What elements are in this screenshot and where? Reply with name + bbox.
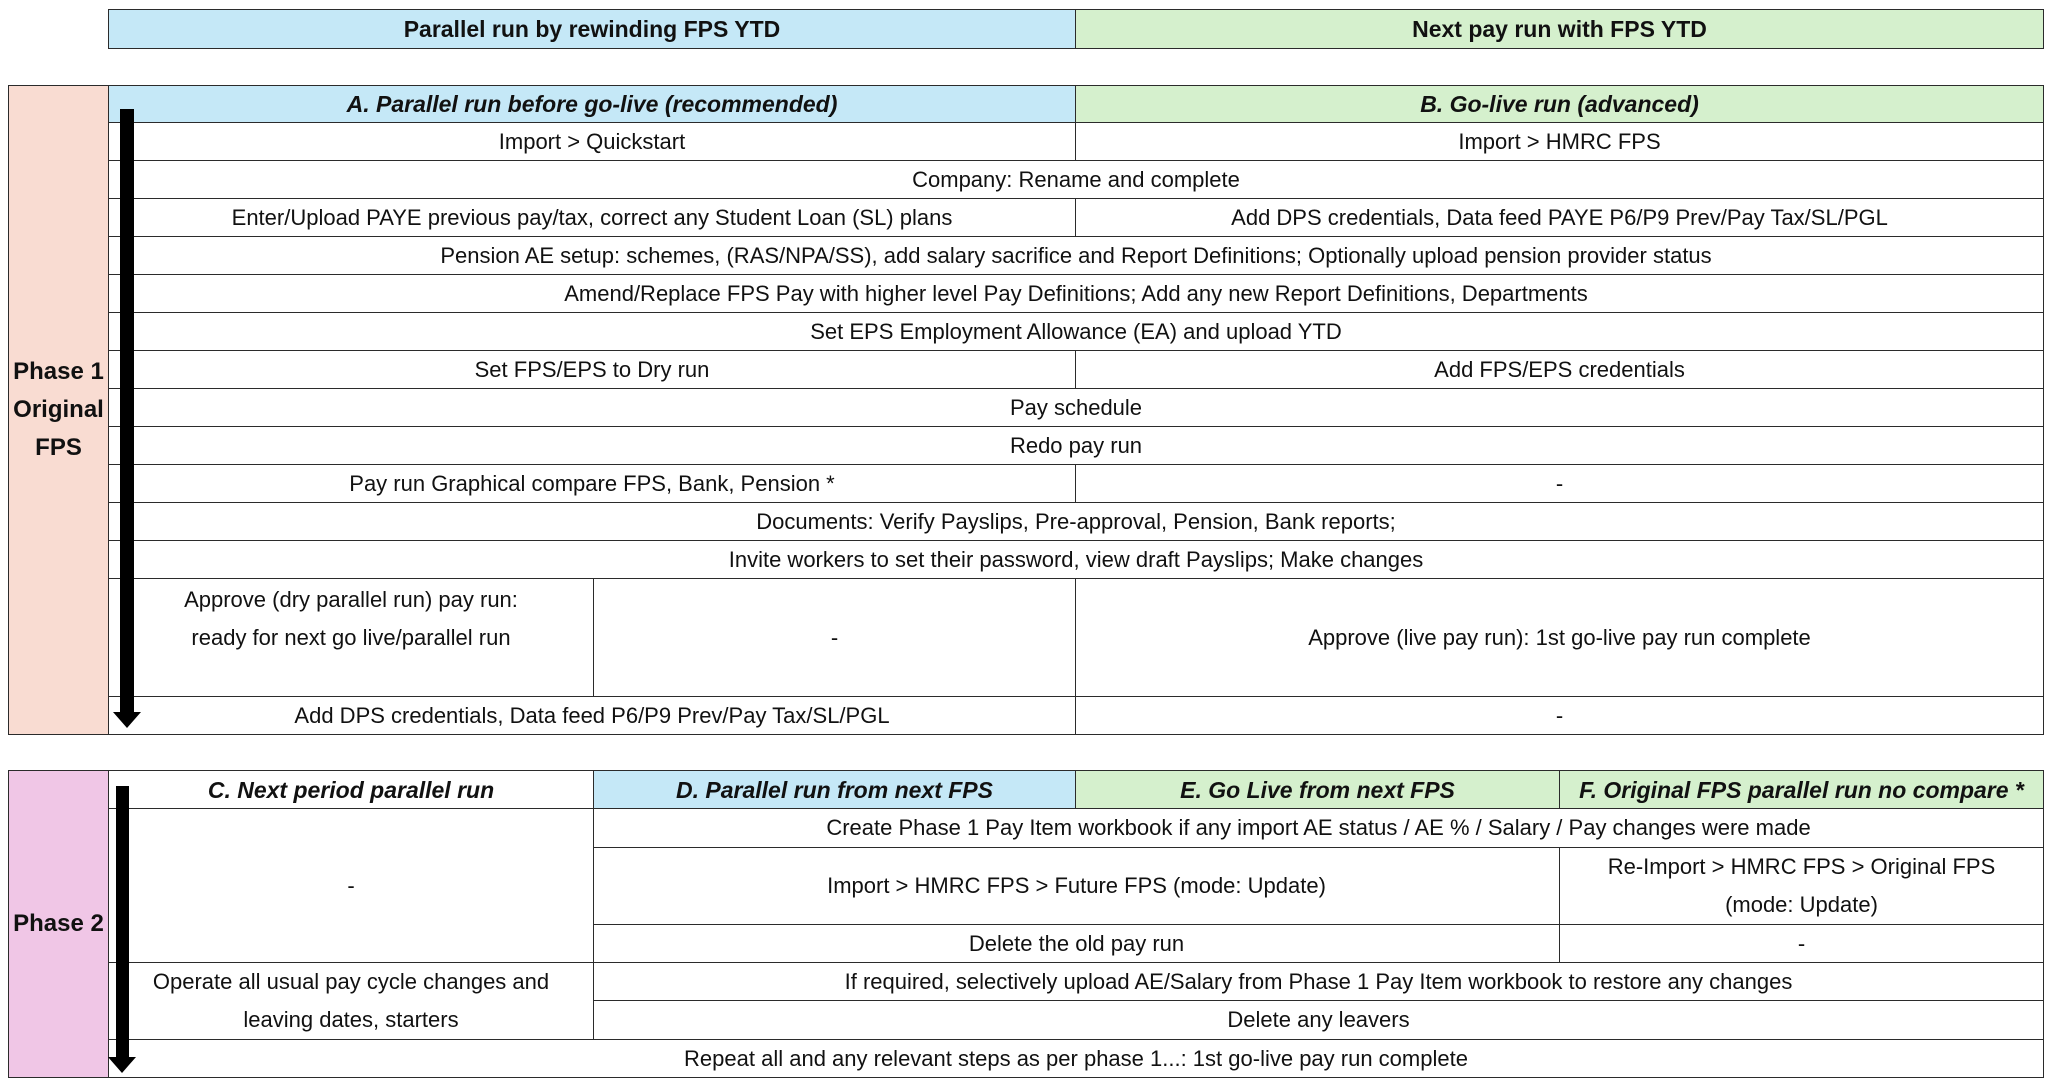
p2-row2-de-text: Import > HMRC FPS > Future FPS (mode: Update) xyxy=(827,873,1326,898)
p2-row2-f-line2: (mode: Update) xyxy=(1725,892,1878,917)
p2-row3-f-text: - xyxy=(1797,930,1806,956)
phase2-label: Phase 2 xyxy=(13,910,104,937)
p1-row11-span xyxy=(108,502,2044,541)
p1-row14-b-text: - xyxy=(1555,702,1564,728)
p2-c-bottom-line2: leaving dates, starters xyxy=(243,1007,459,1032)
col-c-header-label: C. Next period parallel run xyxy=(207,776,495,803)
p1-row6-span xyxy=(108,312,2044,351)
p1-row1-b xyxy=(1075,122,2044,161)
p1-row14-b xyxy=(1075,696,2044,735)
p1-row11-text: Documents: Verify Payslips, Pre-approval, Pension, Bank reports; xyxy=(756,508,1396,534)
p1-row9-text: Redo pay run xyxy=(1009,432,1143,458)
col-b-header xyxy=(1075,85,2044,123)
p1-row13-b-text: Approve (live pay run): 1st go-live pay run complete xyxy=(1308,624,1811,650)
col-e-header xyxy=(1075,770,1560,809)
top-header-next-pay-run-label: Next pay run with FPS YTD xyxy=(1412,16,1707,42)
p1-row5-text: Amend/Replace FPS Pay with higher level Pay Definitions; Add any new Report Definitions, Departments xyxy=(564,280,1588,306)
p1-row13-a1 xyxy=(108,578,594,697)
p1-row3-b xyxy=(1075,198,2044,237)
p2-row5-def xyxy=(593,1000,2044,1040)
p2-row1-def xyxy=(593,808,2044,848)
p2-row2-f xyxy=(1559,847,2044,925)
p1-row7-a-text: Set FPS/EPS to Dry run xyxy=(474,356,710,382)
phase1-label-band xyxy=(8,85,109,735)
col-c-header xyxy=(108,770,594,809)
col-e-header-label: E. Go Live from next FPS xyxy=(1180,776,1455,803)
col-f-header xyxy=(1559,770,2044,809)
col-a-header-label: A. Parallel run before go-live (recommended) xyxy=(346,91,838,117)
p1-row14-a-text: Add DPS credentials, Data feed P6/P9 Prev/Pay Tax/SL/PGL xyxy=(294,702,890,728)
p1-row13-a2 xyxy=(593,578,1076,697)
p1-row3-b-text: Add DPS credentials, Data feed PAYE P6/P9 Prev/Pay Tax/SL/PGL xyxy=(1231,204,1888,230)
col-f-header-label: F. Original FPS parallel run no compare * xyxy=(1579,776,2024,803)
p1-row12-text: Invite workers to set their password, view draft Payslips; Make changes xyxy=(728,546,1424,572)
p1-row13-a1-line1: Approve (dry parallel run) pay run: xyxy=(184,587,518,612)
phase1-label-line1: Phase 1 xyxy=(13,358,104,385)
p1-row2-span xyxy=(108,160,2044,199)
p1-row2-text: Company: Rename and complete xyxy=(912,166,1240,192)
p2-row1-text: Create Phase 1 Pay Item workbook if any import AE status / AE % / Salary / Pay changes were made xyxy=(826,815,1811,840)
p1-row3-a xyxy=(108,198,1076,237)
p1-row1-b-text: Import > HMRC FPS xyxy=(1458,128,1661,154)
p2-c-bottom-line1: Operate all usual pay cycle changes and xyxy=(152,969,550,994)
p1-row10-a-text: Pay run Graphical compare FPS, Bank, Pension * xyxy=(349,470,835,496)
p1-row6-text: Set EPS Employment Allowance (EA) and upload YTD xyxy=(810,318,1342,344)
p1-row7-b-text: Add FPS/EPS credentials xyxy=(1434,356,1685,382)
p1-row4-text: Pension AE setup: schemes, (RAS/NPA/SS), add salary sacrifice and Report Definitions; Optionally upload pension provider status xyxy=(440,242,1712,268)
p1-row1-a-text: Import > Quickstart xyxy=(498,128,686,154)
p1-row13-b xyxy=(1075,578,2044,697)
p2-c-bottom xyxy=(108,962,594,1040)
p1-row10-b-text: - xyxy=(1555,470,1564,496)
p2-row2-de xyxy=(593,847,1560,925)
p2-row4-text: If required, selectively upload AE/Salary from Phase 1 Pay Item workbook to restore any changes xyxy=(844,968,1793,994)
phase1-label-line3: FPS xyxy=(35,434,82,461)
p1-row8-text: Pay schedule xyxy=(1009,394,1143,420)
col-d-header-label: D. Parallel run from next FPS xyxy=(676,776,993,803)
p2-c-top xyxy=(108,808,594,963)
p1-row14-a xyxy=(108,696,1076,735)
p2-c-top-text: - xyxy=(347,872,355,898)
p1-row9-span xyxy=(108,426,2044,465)
p1-row13-a1-line2: ready for next go live/parallel run xyxy=(191,625,511,650)
p2-final-row-text: Repeat all and any relevant steps as per phase 1...: 1st go-live pay run complete xyxy=(684,1045,1468,1071)
p2-row3-f xyxy=(1559,924,2044,963)
phase1-label-line2: Original xyxy=(13,396,104,423)
p1-row12-span xyxy=(108,540,2044,579)
p1-row3-a-text: Enter/Upload PAYE previous pay/tax, correct any Student Loan (SL) plans xyxy=(231,204,953,230)
top-header-rewinding xyxy=(108,9,1076,49)
p1-row10-a xyxy=(108,464,1076,503)
p1-row5-span xyxy=(108,274,2044,313)
p2-final-row xyxy=(108,1039,2044,1078)
p1-row10-b xyxy=(1075,464,2044,503)
p1-row7-b xyxy=(1075,350,2044,389)
col-d-header xyxy=(593,770,1076,809)
p2-row5-text: Delete any leavers xyxy=(1227,1007,1410,1032)
p2-row3-de-text: Delete the old pay run xyxy=(968,930,1185,956)
p2-row2-f-line1: Re-Import > HMRC FPS > Original FPS xyxy=(1607,854,1996,879)
top-header-rewinding-label: Parallel run by rewinding FPS YTD xyxy=(403,16,781,42)
col-b-header-label: B. Go-live run (advanced) xyxy=(1420,91,1699,117)
p2-row3-de xyxy=(593,924,1560,963)
col-a-header xyxy=(108,85,1076,123)
p1-row13-a2-text: - xyxy=(830,624,839,650)
top-header-next-pay-run xyxy=(1075,9,2044,49)
p1-row1-a xyxy=(108,122,1076,161)
p2-row4-def xyxy=(593,962,2044,1001)
p1-row4-span xyxy=(108,236,2044,275)
p1-row7-a xyxy=(108,350,1076,389)
phase2-label-band xyxy=(8,770,109,1078)
p1-row8-span xyxy=(108,388,2044,427)
